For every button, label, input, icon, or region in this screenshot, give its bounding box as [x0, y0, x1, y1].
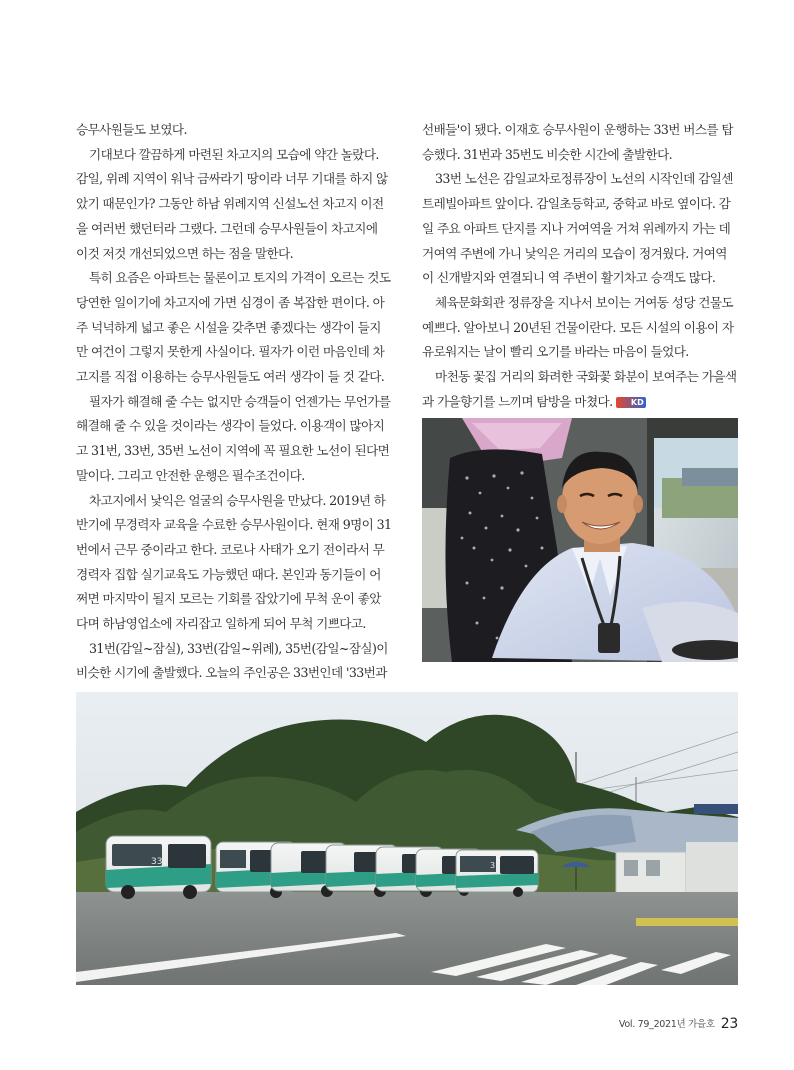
- bus-number-label: 33: [151, 857, 163, 867]
- paragraph: 체육문화회관 정류장을 지나서 보이는 거여동 성당 건물도 예쁘다. 알아보니 20년된 건물이란다. 모든 시설의 이용이 자유로워지는 날이 빨리 오기를 바라는 마음이 들었다.: [422, 294, 734, 360]
- driver-photo: [422, 418, 738, 662]
- bus-number-label: 31: [490, 861, 501, 870]
- paragraph: 31번(감일~잠실), 33번(감일~위례), 35번(감일~잠실)이 비슷한 시기에 출발했다. 오늘의 주인공은 33번인데 '33번과: [76, 640, 388, 681]
- paragraph: 차고지에서 낯익은 얼굴의 승무사원을 만났다. 2019년 하반기에 무경력자 교육을 수료한 승무사원이다. 현재 9명이 31번에서 근무 중이라고 한다. 코로나 사태가 오기 전이라서 무경력자 집합 실기교육도 가능했던 때다. 본인과 동기들이 어쩌면 마지막이 될지 모르는 기회를 잡았기에 무척 운이 좋았다며 하남영업소에 자리잡고 일하게 되어 무척 기쁘다고.: [76, 492, 392, 632]
- page-number: 23: [720, 1016, 738, 1032]
- paragraph: 33번 노선은 감일교차로정류장이 노선의 시작인데 감일센트레빌아파트 앞이다. 감일초등학교, 중학교 바로 옆이다. 감일 주요 아파트 단지를 지나 거여역을 거쳐 위례까지 가는 데 거여역 주변에 가니 낯익은 거리의 모습이 정겨웠다. 거여역이 신개발지와 연결되니 역 주변이 활기차고 승객도 많다.: [422, 171, 733, 286]
- paragraph: 승무사원들도 보였다.: [76, 122, 187, 137]
- paragraph: 선배들'이 됐다. 이재호 승무사원이 운행하는 33번 버스를 탑승했다. 31번과 35번도 비슷한 시간에 출발한다.: [422, 122, 733, 162]
- page-footer: [619, 1016, 738, 1032]
- paragraph: 기대보다 깔끔하게 마련된 차고지의 모습에 약간 놀랐다. 감일, 위례 지역이 워낙 금싸라기 땅이라 너무 기대를 하지 않았기 때문인가? 그동안 하남 위례지역 신설노선 차고지 이전을 여러번 했던터라 그랬다. 그런데 승무사원들이 차고지에 이것 저것 개선되었으면 하는 점을 말한다.: [76, 146, 388, 261]
- issue-label: Vol. 79_2021년 가을호: [618, 1019, 715, 1030]
- right-text-column: [422, 118, 738, 414]
- kd-logo: KD: [616, 397, 646, 408]
- paragraph-last: [422, 365, 738, 414]
- driver-illustration: [422, 418, 738, 662]
- left-text-column: [76, 118, 392, 711]
- paragraph: 필자가 해결해 줄 수는 없지만 승객들이 언젠가는 무언가를 해결해 줄 수 있을 것이라는 생각이 들었다. 이용객이 많아지고 31번, 33번, 35번 노선이 지역에 꼭 필요한 노선이 된다면 말이다. 그리고 안전한 운행은 필수조건이다.: [76, 393, 391, 483]
- paragraph: 특히 요즘은 아파트는 물론이고 토지의 가격이 오르는 것도 당연한 일이기에 차고지에 가면 심경이 좀 복잡한 편이다. 아주 넉넉하게 넓고 좋은 시설을 갖추면 좋겠다는 생각이 들지만 여건이 그렇지 못한게 사실이다. 필자가 이런 마음인데 차고지를 직접 이용하는 승무사원들도 여러 생각이 들 것 같다.: [76, 270, 391, 385]
- paragraph-text: 마천동 꽃집 거리의 화려한 국화꽃 화분이 보여주는 가을색과 가을향기를 느끼며 탐방을 마쳤다.: [422, 369, 737, 409]
- bus-depot-illustration: [76, 692, 738, 985]
- bus-depot-photo: [76, 692, 738, 985]
